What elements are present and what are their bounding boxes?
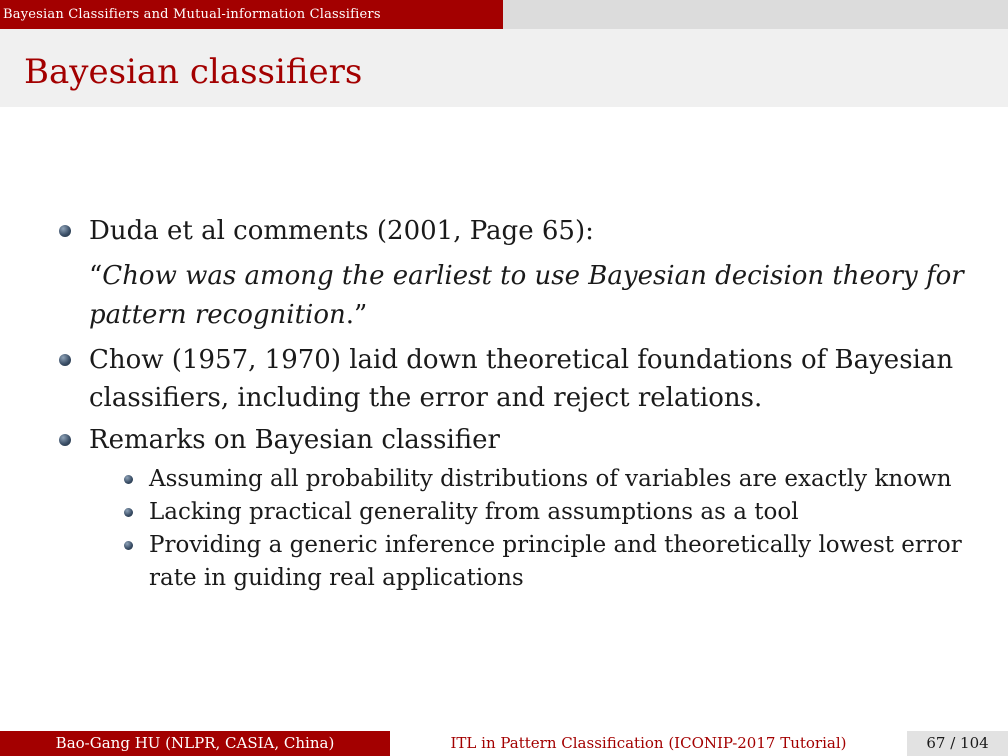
ball-bullet-icon [59,434,71,446]
quote-line-1 [89,261,964,291]
footer-author: Bao-Gang HU (NLPR, CASIA, China) [0,731,390,756]
quote-line-2 [89,300,367,330]
ball-bullet-icon [59,225,71,237]
sub-item-assuming: Assuming all probability distributions of variables are exactly known [149,466,952,492]
small-ball-bullet-icon [124,541,133,550]
bullet-item-chow-line-2: classifiers, including the error and reject relations. [89,383,763,413]
quote-close-mark: .” [345,300,368,330]
sub-item-lacking: Lacking practical generality from assumptions as a tool [149,499,799,525]
quote-text-1: Chow was among the earliest to use Bayesian decision theory for [102,261,964,291]
footer [0,731,1008,756]
sub-item-providing-line-2: rate in guiding real applications [149,565,524,591]
bullet-item-chow-line-1: Chow (1957, 1970) laid down theoretical foundations of Bayesian [89,345,954,375]
bullet-item-remarks: Remarks on Bayesian classifier [89,425,500,455]
footer-page-number: 67 / 104 [907,731,1008,756]
quote-text-2: pattern recognition [89,300,346,330]
sub-item-providing-line-1: Providing a generic inference principle and theoretically lowest error [149,532,962,558]
page-title: Bayesian classifiers [24,52,363,92]
small-ball-bullet-icon [124,475,133,484]
small-ball-bullet-icon [124,508,133,517]
ball-bullet-icon [59,354,71,366]
quote-open-mark: “ [89,261,103,291]
footer-talk-title: ITL in Pattern Classification (ICONIP-2017 Tutorial) [390,731,907,756]
bullet-item-duda: Duda et al comments (2001, Page 65): [89,216,594,246]
section-tab[interactable]: Bayesian Classifiers and Mutual-information Classifiers [0,0,503,29]
